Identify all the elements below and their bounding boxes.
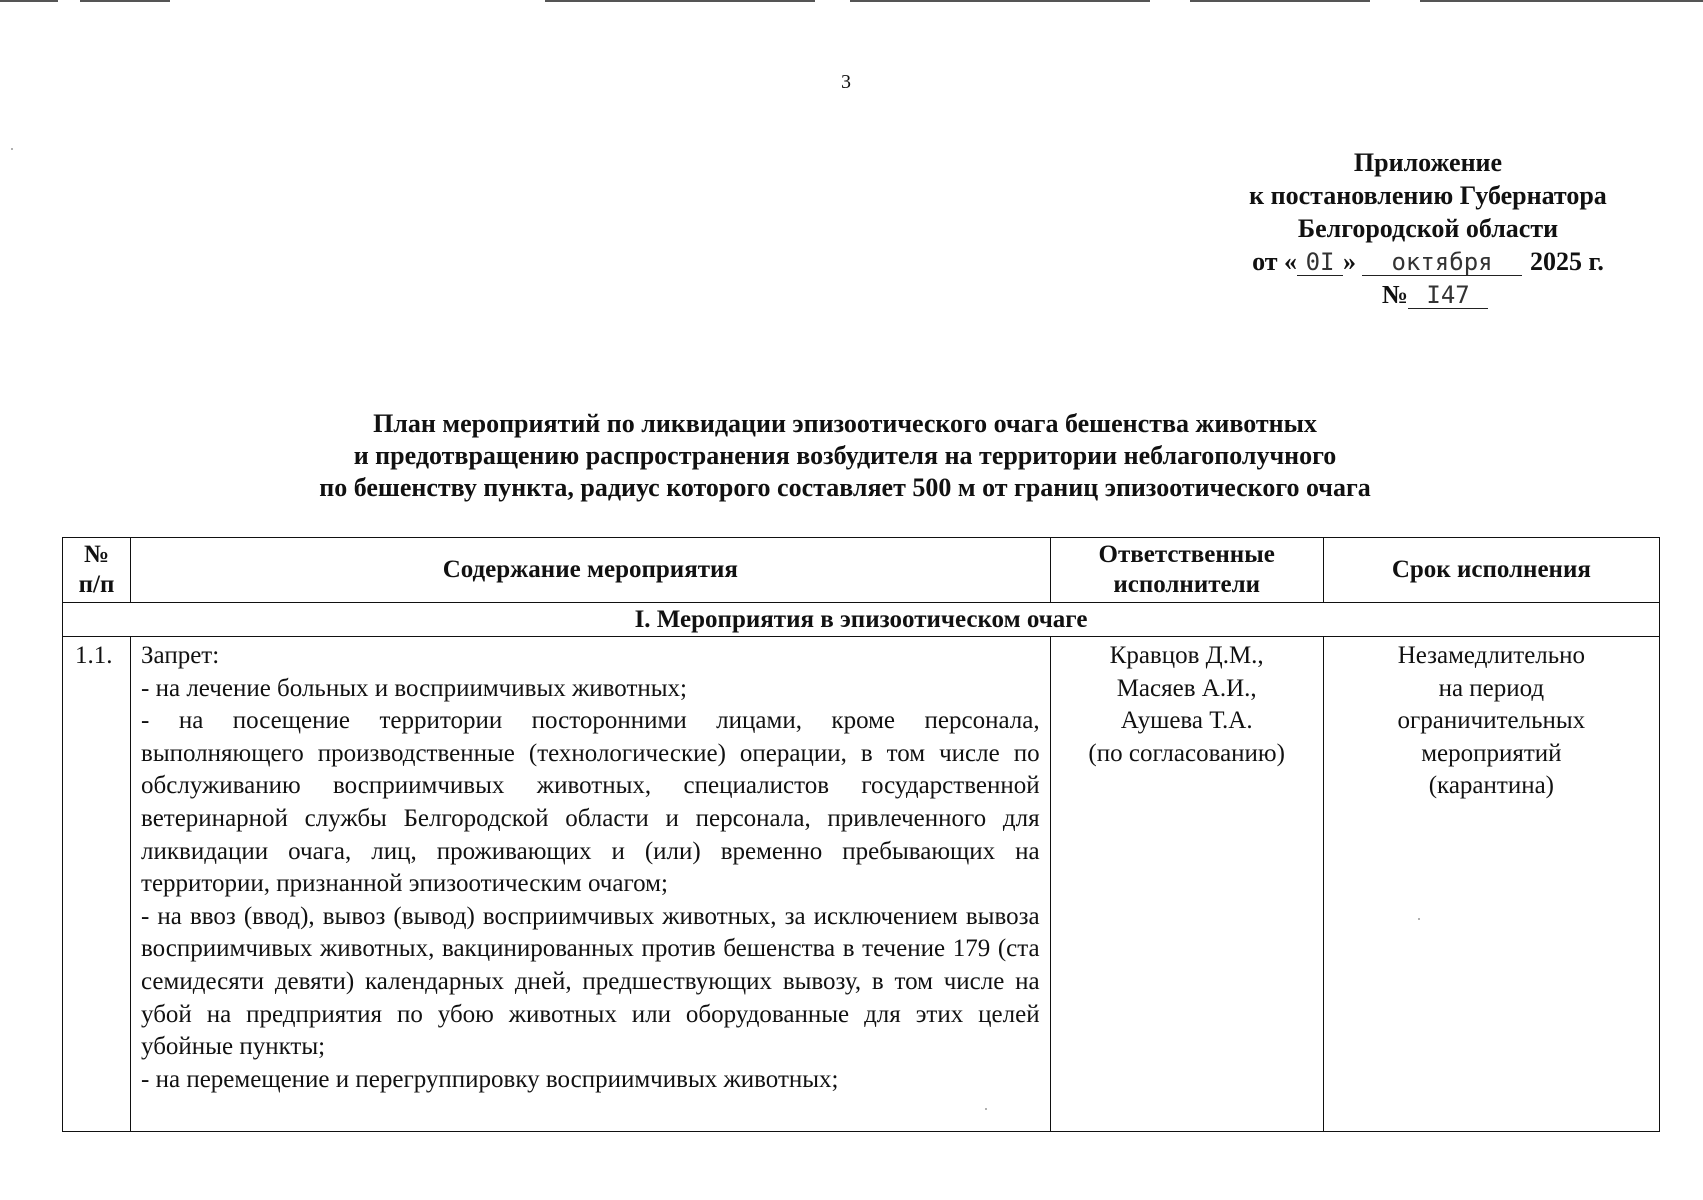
- appendix-block: [1228, 146, 1628, 311]
- scan-edge-line: [1190, 0, 1370, 2]
- scan-speck: [1418, 918, 1420, 920]
- handwritten-month: октября: [1362, 249, 1522, 276]
- date-year: 2025 г.: [1530, 247, 1604, 276]
- header-deadline: Срок исполнения: [1323, 538, 1659, 603]
- responsible-line: Масяев А.И.,: [1116, 674, 1257, 702]
- row-responsible: [1050, 637, 1323, 1132]
- page-number: 3: [841, 71, 851, 93]
- responsible-line: (по согласованию): [1088, 739, 1285, 767]
- document-title: [200, 408, 1490, 504]
- content-paragraph: - на ввоз (ввод), вывоз (вывод) восприимчивых животных, за исключением вывоза восприимчивых животных, вакцинированных против бешенства в течение 179 (ста семидесяти девяти) календарных дней, предшествующих вывозу, в том числе на убой на предприятия по убою животных или оборудованные для этих целей убойные пункты;: [141, 902, 1040, 1061]
- header-responsible-line: исполнители: [1113, 571, 1261, 598]
- date-mid: »: [1343, 247, 1357, 276]
- header-content: Содержание мероприятия: [131, 538, 1051, 603]
- scan-edge-line: [545, 0, 815, 2]
- content-paragraph: - на посещение территории посторонними лицами, кроме персонала, выполняющего производственные (технологические) операции, в том числе по обслуживанию восприимчивых животных, специалистов государственной ветеринарной службы Белгородской области и персонала, привлеченного для ликвидации очага, лиц, проживающих и (или) временно пребывающих на территории, признанной эпизоотическим очагом;: [141, 707, 1040, 898]
- deadline-line: на период: [1438, 674, 1545, 702]
- appendix-number-line: [1228, 278, 1628, 311]
- measures-table: [62, 537, 1660, 1132]
- deadline-line: мероприятий: [1421, 739, 1562, 767]
- header-number: [63, 538, 131, 603]
- scan-edge-line: [80, 0, 170, 2]
- scan-edge-line: [0, 0, 58, 2]
- header-number-sign: №: [83, 541, 110, 568]
- title-line: по бешенству пункта, радиус которого составляет 500 м от границ эпизоотического очага: [319, 473, 1371, 502]
- appendix-line: к постановлению Губернатора: [1249, 181, 1607, 210]
- handwritten-number: I47: [1408, 282, 1488, 309]
- content-paragraph: - на лечение больных и восприимчивых животных;: [141, 674, 687, 702]
- responsible-line: Аушева Т.А.: [1120, 707, 1253, 735]
- row-deadline: [1323, 637, 1659, 1132]
- header-responsible-line: Ответственные: [1098, 541, 1275, 568]
- deadline-line: Незамедлительно: [1397, 642, 1586, 669]
- title-line: и предотвращению распространения возбудителя на территории неблагополучного: [353, 441, 1337, 470]
- table-row: [63, 637, 1660, 1132]
- date-prefix: от «: [1252, 247, 1298, 276]
- responsible-line: Кравцов Д.М.,: [1109, 642, 1264, 669]
- scan-speck: [985, 1108, 987, 1110]
- appendix-date-line: [1228, 245, 1628, 278]
- appendix-line: Белгородской области: [1297, 214, 1559, 243]
- section-row: [63, 603, 1660, 637]
- header-responsible: [1050, 538, 1323, 603]
- row-number: 1.1.: [63, 637, 131, 1132]
- scan-edge-line: [1420, 0, 1703, 2]
- title-line: План мероприятий по ликвидации эпизоотического очага бешенства животных: [373, 409, 1317, 438]
- deadline-line: ограничительных: [1397, 707, 1586, 735]
- scan-speck: [11, 148, 13, 150]
- appendix-title: Приложение: [1353, 148, 1503, 177]
- handwritten-day: 0I: [1297, 249, 1343, 276]
- number-prefix: №: [1381, 280, 1409, 309]
- section-title: I. Мероприятия в эпизоотическом очаге: [63, 603, 1660, 637]
- deadline-line: (карантина): [1428, 772, 1555, 800]
- row-content: [131, 637, 1051, 1132]
- scan-edge-line: [850, 0, 1150, 2]
- header-number-label: п/п: [78, 571, 115, 598]
- content-paragraph: - на перемещение и перегруппировку восприимчивых животных;: [141, 1065, 839, 1093]
- table-header-row: [63, 538, 1660, 603]
- content-paragraph: Запрет:: [141, 642, 220, 669]
